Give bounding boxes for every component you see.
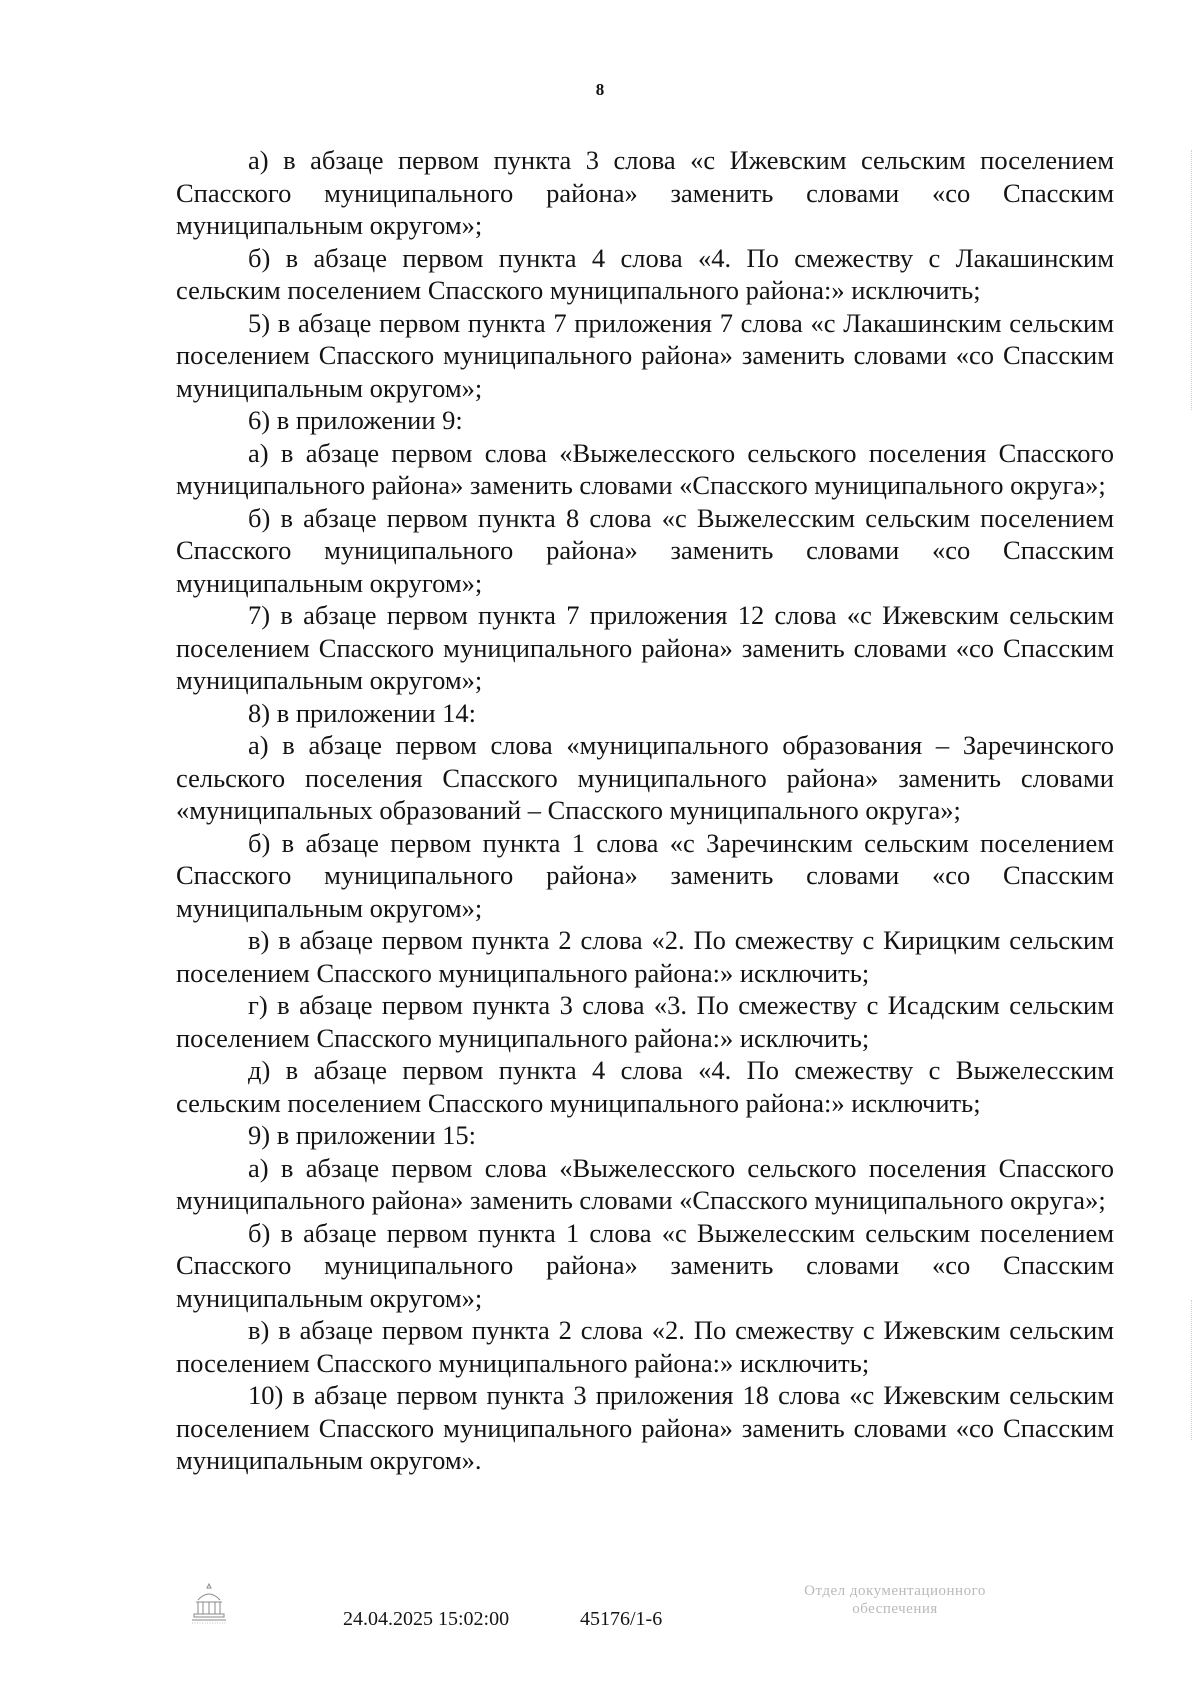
stamp-line: обеспечения <box>852 1601 938 1617</box>
department-stamp <box>745 1582 1045 1618</box>
paragraph: а) в абзаце первом слова «Выжелесского сельского поселения Спасского муниципального района» заменить словами «Спасского муниципального округа»; <box>176 1152 1114 1215</box>
paragraph: б) в абзаце первом пункта 8 слова «с Выжелесским сельским поселением Спасского муниципального района» заменить словами «со Спасским муниципальным округом»; <box>176 502 1114 598</box>
paragraph: 9) в приложении 15: <box>248 1120 477 1150</box>
paragraph: 6) в приложении 9: <box>248 405 463 435</box>
paragraph: а) в абзаце первом слова «Выжелесского сельского поселения Спасского муниципального района» заменить словами «Спасского муниципального округа»; <box>176 437 1114 500</box>
paragraph: 10) в абзаце первом пункта 3 приложения 18 слова «с Ижевским сельским поселением Спасского муниципального района» заменить словами «со Спасским муниципальным округом». <box>176 1380 1114 1475</box>
footer-reg-number: 45176/1-6 <box>580 1608 663 1630</box>
paragraph: 8) в приложении 14: <box>248 697 477 728</box>
document-body <box>176 144 1114 1477</box>
scan-edge-mark <box>1191 1300 1194 1440</box>
paragraph: б) в абзаце первом пункта 1 слова «с Выжелесским сельским поселением Спасского муниципального района» заменить словами «со Спасским муниципальным округом»; <box>176 1217 1114 1313</box>
paragraph: в) в абзаце первом пункта 2 слова «2. По смежеству с Кирицким сельским поселением Спасского муниципального района:» исключить; <box>176 925 1114 988</box>
paragraph: 5) в абзаце первом пункта 7 приложения 7 слова «с Лакашинским сельским поселением Спасского муниципального района» заменить словами «со Спасским муниципальным округом»; <box>176 307 1114 403</box>
stamp-line: Отдел документационного <box>804 1583 986 1599</box>
page-number: 8 <box>595 80 605 99</box>
paragraph: 7) в абзаце первом пункта 7 приложения 12 слова «с Ижевским сельским поселением Спасского муниципального района» заменить словами «со Спасским муниципальным округом»; <box>176 600 1114 695</box>
paragraph: в) в абзаце первом пункта 2 слова «2. По смежеству с Ижевским сельским поселением Спасского муниципального района:» исключить; <box>176 1315 1114 1378</box>
paragraph: б) в абзаце первом пункта 1 слова «с Заречинским сельским поселением Спасского муниципального района» заменить словами «со Спасским муниципальным округом»; <box>176 827 1114 923</box>
paragraph: г) в абзаце первом пункта 3 слова «3. По смежеству с Исадским сельским поселением Спасского муниципального района:» исключить; <box>176 990 1114 1053</box>
paragraph: б) в абзаце первом пункта 4 слова «4. По смежеству с Лакашинским сельским поселением Спасского муниципального района:» исключить; <box>176 242 1114 305</box>
emblem-icon <box>186 1580 232 1626</box>
footer-datetime: 24.04.2025 15:02:00 <box>343 1608 510 1630</box>
paragraph: а) в абзаце первом пункта 3 слова «с Ижевским сельским поселением Спасского муниципального района» заменить словами «со Спасским муниципальным округом»; <box>176 145 1114 240</box>
paragraph: а) в абзаце первом слова «муниципального образования – Заречинского сельского поселения Спасского муниципального района» заменить словами «муниципальных образований – Спасского муниципального округа»; <box>176 730 1114 825</box>
paragraph: д) в абзаце первом пункта 4 слова «4. По смежеству с Выжелесским сельским поселением Спасского муниципального района:» исключить; <box>176 1055 1114 1118</box>
scan-edge-mark <box>1191 150 1194 410</box>
